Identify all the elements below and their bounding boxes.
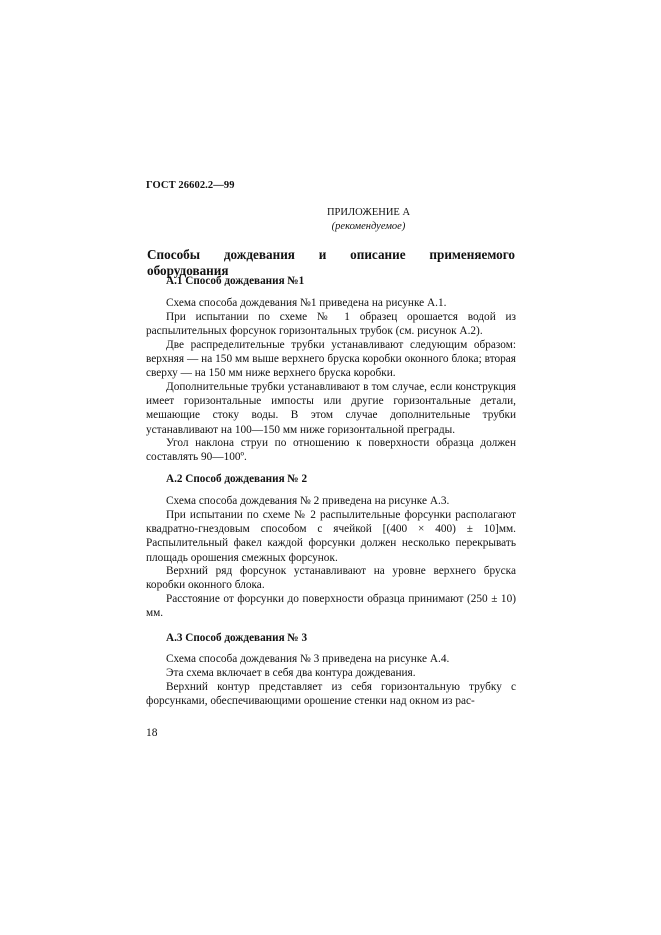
paragraph: Схема способа дождевания № 2 приведена на рисунке А.3. <box>166 495 450 507</box>
paragraph: При испытании по схеме № 1 образец орошается водой из распылительных форсунок горизонтальных трубок (см. рисунок А.2). <box>146 311 516 338</box>
paragraph: Схема способа дождевания № 3 приведена на рисунке А.4. <box>166 653 450 665</box>
document-header: ГОСТ 26602.2—99 <box>146 180 235 191</box>
subsection-heading-a2: А.2 Способ дождевания № 2 <box>166 473 308 485</box>
paragraph: При испытании по схеме № 2 распылительные форсунки располагают квадратно-гнездовым способом с ячейкой [(400 × 400) ± 10]мм. Распылительный факел каждой форсунки должен несколько перекрывать площадь орошения смежных форсунок. <box>146 509 516 564</box>
paragraph: Эта схема включает в себя два контура дождевания. <box>166 667 416 679</box>
subsection-heading-a3: А.3 Способ дождевания № 3 <box>166 632 308 644</box>
paragraph: Дополнительные трубки устанавливают в том случае, если конструкция имеет горизонтальные импосты или другие горизонтальные детали, мешающие стоку воды. В этом случае дополнительные трубки устанавливают на 100—150 мм ниже горизонтальной преграды. <box>146 381 516 436</box>
appendix-note: (рекомендуемое) <box>331 221 406 232</box>
page-number: 18 <box>146 727 158 739</box>
paragraph: Схема способа дождевания №1 приведена на рисунке А.1. <box>166 297 447 309</box>
section-title: Способы дождевания и описание применяемого оборудования <box>147 247 515 278</box>
subsection-heading-a1: А.1 Способ дождевания №1 <box>166 275 305 287</box>
paragraph: Расстояние от форсунки до поверхности образца принимают (250 ± 10) мм. <box>146 593 516 620</box>
paragraph: Две распределительные трубки устанавливают следующим образом: верхняя — на 150 мм выше верхнего бруска коробки оконного блока; вторая сверху — на 150 мм ниже верхнего бруска коробки. <box>146 339 516 380</box>
paragraph: Угол наклона струи по отношению к поверхности образца должен составлять 90—100º. <box>146 437 516 464</box>
paragraph: Верхний контур представляет из себя горизонтальную трубку с форсунками, обеспечивающими орошение стенки над окном из рас- <box>146 681 516 708</box>
appendix-title: ПРИЛОЖЕНИЕ А <box>326 207 411 218</box>
paragraph: Верхний ряд форсунок устанавливают на уровне верхнего бруска коробки оконного блока. <box>146 565 516 592</box>
